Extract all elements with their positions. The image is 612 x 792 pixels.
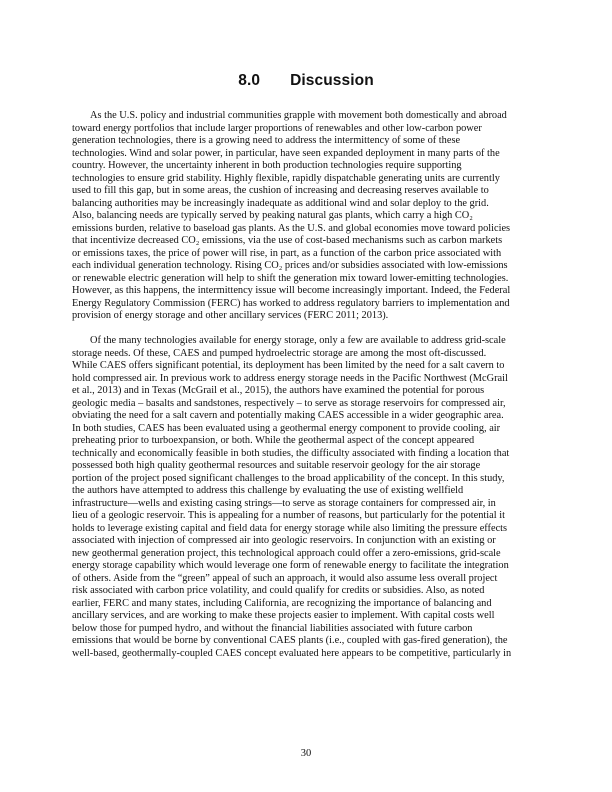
section-number: 8.0: [238, 72, 261, 89]
text-line: As the U.S. policy and industrial communities grapple with movement both domestically and abroad: [90, 110, 507, 121]
text-line: or renewable electric generation will help to shift the generation mix toward lower-emitting technologies.: [72, 272, 509, 284]
text-line: toward energy portfolios that include larger proportions of renewables and other low-carbon power: [72, 122, 482, 134]
text-line: preheating prior to turboexpansion, or both. While the geothermal aspect of the concept appeared: [72, 435, 475, 446]
text-line: Also, balancing needs are typically served by peaking natural gas plants, which carry a high CO₂: [72, 210, 473, 221]
text-line: technologies. Wind and solar power, in particular, have seen expanded deployment in many parts of the: [72, 147, 500, 159]
text-line: technically and economically feasible in both studies, the difficulty associated with finding a location that: [72, 447, 510, 459]
section-title: Discussion: [290, 72, 374, 89]
text-line: However, as this happens, the intermittency issue will become increasingly important. Indeed, the Federal: [72, 285, 511, 296]
text-line: well-based, geothermally-coupled CAES concept evaluated here appears to be competitive, particularly in: [72, 647, 512, 659]
text-line: Of the many technologies available for energy storage, only a few are available to address grid-scale: [90, 335, 506, 346]
text-line: associated with injection of compressed air into geologic reservoirs. In conjunction with an existing or: [72, 535, 496, 546]
paragraph-2: [72, 335, 540, 660]
paragraph-1: [72, 110, 540, 323]
text-line: In both studies, CAES has been evaluated using a geothermal energy component to provide cooling, air: [72, 422, 501, 434]
text-line: lieu of a geologic reservoir. This is appealing for a number of reasons, but particularly for the potential it: [72, 510, 505, 521]
text-line: the authors have attempted to address this challenge by evaluating the use of existing wellfield: [72, 485, 464, 496]
text-line: below those for pumped hydro, and without the financial liabilities associated with future carbon: [72, 622, 473, 634]
text-line: technologies to ensure grid stability. Highly flexible, rapidly dispatchable generating units are currently: [72, 172, 500, 184]
text-line: hold compressed air. In previous work to address energy storage needs in the Pacific Northwest (McGrail: [72, 372, 508, 384]
text-line: emissions burden, relative to baseload gas plants. As the U.S. and global economies move toward policies: [72, 222, 511, 234]
text-line: storage needs. Of these, CAES and pumped hydroelectric storage are among the most oft-discussed.: [72, 347, 487, 359]
text-line: new geothermal generation project, this technological approach could offer a zero-emissions, grid-scale: [72, 547, 501, 559]
text-line: generation technologies, there is a growing need to address the intermittency of some of these: [72, 135, 461, 146]
page-number: 30: [300, 748, 312, 759]
text-line: emissions that would be borne by conventional CAES plants (i.e., coupled with gas-fired generation), the: [72, 635, 508, 646]
text-line: that incentivize decreased CO₂ emissions, via the use of cost-based mechanisms such as carbon markets: [72, 235, 503, 246]
text-line: provision of energy storage and other ancillary services (FERC 2011; 2013).: [72, 310, 389, 321]
text-line: each individual generation technology. Rising CO₂ prices and/or subsidies associated with low-emissions: [72, 260, 508, 271]
text-line: or emissions taxes, the price of power will rise, in part, as a function of the carbon price associated with: [72, 247, 502, 259]
text-line: energy storage capability which would leverage one form of renewable energy to facilitate the integration: [72, 560, 509, 571]
text-line: country. However, the uncertainty inherent in both production technologies require supporting: [72, 160, 462, 171]
text-line: ancillary services, and are working to make these projects easier to implement. With capital costs well: [72, 610, 495, 621]
text-line: obviating the need for a salt cavern and potentially making CAES accessible in a wider geographic area.: [72, 410, 504, 421]
text-line: infrastructure—wells and existing casing strings—to serve as storage containers for compressed air, in: [72, 497, 496, 509]
text-line: earlier, FERC and many states, including California, are recognizing the importance of balancing and: [72, 597, 492, 609]
text-line: et al., 2013) and in Texas (McGrail et al., 2015), the authors have examined the potential for porous: [72, 385, 485, 396]
text-line: used to fill this gap, but in some areas, the cushion of increasing and decreasing reserves available to: [72, 185, 489, 196]
text-line: holds to leverage existing capital and field data for energy storage while also limiting the pressure effects: [72, 522, 508, 534]
text-line: possessed both high quality geothermal resources and suitable reservoir geology for the air storage: [72, 460, 481, 471]
text-line: risk associated with carbon price volatility, and could qualify for credits or subsidies. Also, as noted: [72, 585, 485, 596]
text-line: geologic media – basalts and sandstones, respectively – to serve as storage reservoirs for compressed air,: [72, 397, 506, 409]
text-line: While CAES offers significant potential, its deployment has been limited by the need for a salt cavern to: [72, 360, 505, 371]
section-heading: [0, 72, 612, 90]
text-line: portion of the project posed significant challenges to the broad applicability of the concept. In this study,: [72, 472, 505, 484]
text-line: Energy Regulatory Commission (FERC) has worked to address regulatory barriers to implementation and: [72, 297, 510, 309]
text-line: of others. Aside from the “green” appeal of such an approach, it would also assume less overall project: [72, 572, 498, 584]
text-line: balancing authorities may be increasingly inadequate as additional wind and solar deploy to the grid.: [72, 197, 489, 209]
body-text: [72, 110, 540, 673]
